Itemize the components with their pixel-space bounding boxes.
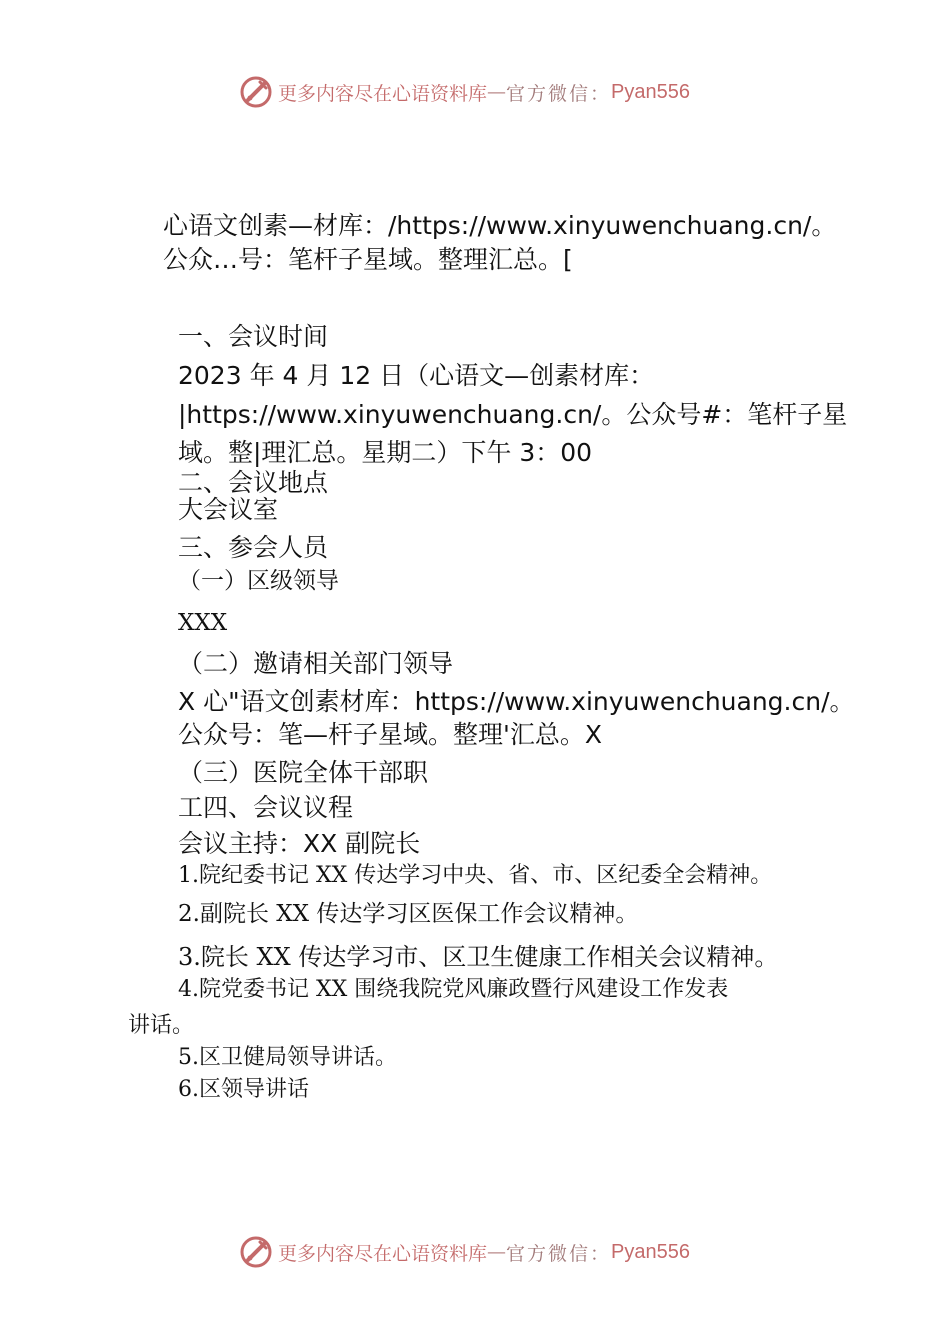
doc-line-invited-account: 公众号：笔—杆子星域。整理'汇总。X: [178, 720, 603, 749]
doc-line-host: 会议主持：XX 副院长: [178, 829, 421, 858]
doc-line-hospital-staff: （三）医院全体干部职: [178, 758, 429, 787]
section-heading-meeting-time: 一、会议时间: [178, 322, 329, 351]
watermark-text: 更多内容尽在心语资料库: [278, 1242, 488, 1265]
doc-line-date: 2023 年 4 月 12 日（心语文—创素材库：: [178, 361, 655, 390]
doc-line-xxx: XXX: [178, 610, 228, 636]
agenda-item-1: 1.院纪委书记 XX 传达学习中央、省、市、区纪委全会精神。: [178, 863, 773, 888]
doc-line-url: |https://www.xinyuwenchuang.cn/。公众号#：笔杆子星: [178, 400, 848, 429]
doc-line-invited-url: X 心"语文创素材库：https://www.xinyuwenchuang.cn/。: [178, 687, 855, 716]
section-heading-meeting-place: 二、会议地点: [178, 468, 329, 497]
doc-line-time: 域。整|理汇总。星期二）下午 3：00: [178, 438, 593, 467]
doc-line-place: 大会议室: [178, 495, 279, 524]
header-watermark-banner: [238, 74, 690, 110]
watermark-wechat-id: Pyan556: [611, 1240, 690, 1263]
watermark-wechat-label: 官方微信：: [506, 82, 612, 105]
doc-line-1: 心语文创素—材库：/https://www.xinyuwenchuang.cn/。: [163, 211, 837, 240]
watermark-separator: —: [487, 81, 507, 103]
section-heading-attendees: 三、参会人员: [178, 533, 329, 562]
footer-watermark-banner: [238, 1234, 690, 1270]
agenda-item-6: 6.区领导讲话: [178, 1077, 309, 1102]
section-heading-agenda: 工四、会议议程: [178, 793, 354, 822]
agenda-item-4-continued: 讲话。: [128, 1013, 195, 1038]
watermark-wechat-id: Pyan556: [611, 80, 690, 103]
agenda-item-2: 2.副院长 XX 传达学习区医保工作会议精神。: [178, 901, 639, 927]
watermark-wechat-label: 官方微信：: [506, 1242, 612, 1265]
doc-line-2: 公众…号：笔杆子星域。整理汇总。[: [163, 245, 573, 274]
pen-circle-logo-icon: [238, 74, 274, 110]
watermark-text: 更多内容尽在心语资料库: [278, 82, 488, 105]
doc-line-invited-leaders: （二）邀请相关部门领导: [178, 649, 454, 678]
doc-line-district-leaders: （一）区级领导: [178, 568, 339, 594]
agenda-item-4: 4.院党委书记 XX 围绕我院党风廉政暨行风建设工作发表: [178, 977, 729, 1002]
watermark-separator: —: [487, 1241, 507, 1263]
agenda-item-5: 5.区卫健局领导讲话。: [178, 1045, 397, 1070]
agenda-item-3: 3.院长 XX 传达学习市、区卫生健康工作相关会议精神。: [178, 943, 779, 971]
pen-circle-logo-icon: [238, 1234, 274, 1270]
